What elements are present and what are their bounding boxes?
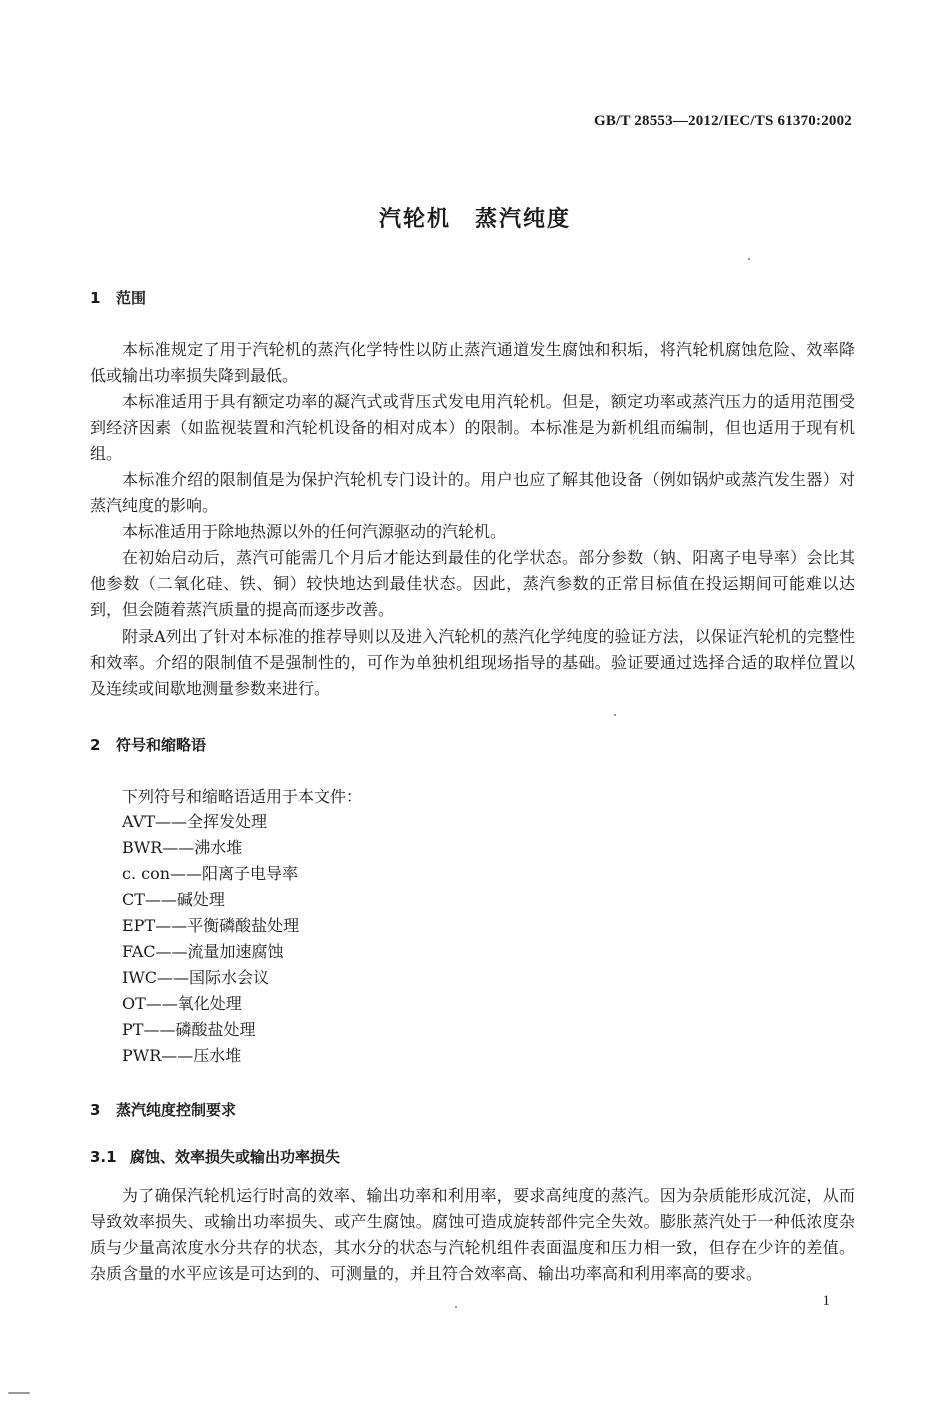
subsection-number: 3.1 xyxy=(90,1148,117,1166)
section-title: 范围 xyxy=(116,289,147,307)
abbreviation-item: BWR——沸水堆 xyxy=(122,838,243,857)
section-1-heading xyxy=(90,287,146,308)
section-number: 2 xyxy=(90,736,101,754)
abbreviation-item: PT——磷酸盐处理 xyxy=(122,1020,256,1039)
scan-speck xyxy=(614,714,616,716)
page-number: 1 xyxy=(822,1293,830,1309)
section-3-heading xyxy=(90,1099,236,1120)
scope-paragraph-4: 本标准适用于除地热源以外的任何汽源驱动的汽轮机。 xyxy=(122,522,507,541)
scope-paragraph-2: 本标准适用于具有额定功率的凝汽式或背压式发电用汽轮机。但是，额定功率或蒸汽压力的适用范围受到经济因素（如监视装置和汽轮机设备的相对成本）的限制。本标准是为新机组而编制，但也适用于现有机组。 xyxy=(90,392,855,463)
abbreviation-item: AVT——全挥发处理 xyxy=(122,812,267,831)
scope-paragraph-1: 本标准规定了用于汽轮机的蒸汽化学特性以防止蒸汽通道发生腐蚀和积垢，将汽轮机腐蚀危险、效率降低或输出功率损失降到最低。 xyxy=(90,340,855,385)
abbreviation-item: CT——碱处理 xyxy=(122,890,225,909)
abbreviations-intro: 下列符号和缩略语适用于本文件： xyxy=(122,787,363,806)
scan-edge-mark xyxy=(8,1392,30,1394)
section-title: 蒸汽纯度控制要求 xyxy=(116,1101,237,1119)
abbreviation-item: c. con——阳离子电导率 xyxy=(122,864,299,883)
scope-paragraph-3: 本标准介绍的限制值是为保护汽轮机专门设计的。用户也应了解其他设备（例如锅炉或蒸汽发生器）对蒸汽纯度的影响。 xyxy=(90,470,855,515)
section-3-1-paragraph: 为了确保汽轮机运行时高的效率、输出功率和利用率，要求高纯度的蒸汽。因为杂质能形成沉淀，从而导致效率损失、或输出功率损失、或产生腐蚀。腐蚀可造成旋转部件完全失效。膨胀蒸汽处于一种低浓度杂质与少量高浓度水分共存的状态，其水分的状态与汽轮机组件表面温度和压力相一致，但存在少许的差值。杂质含量的水平应该是可达到的、可测量的，并且符合效率高、输出功率高和利用率高的要求。 xyxy=(90,1186,855,1283)
scan-speck xyxy=(455,1306,457,1308)
standard-code: GB/T 28553—2012/IEC/TS 61370:2002 xyxy=(593,113,852,129)
document-title: 汽轮机 蒸汽纯度 xyxy=(378,207,571,232)
abbreviation-item: EPT——平衡磷酸盐处理 xyxy=(122,916,300,935)
abbreviation-item: OT——氧化处理 xyxy=(122,994,242,1013)
abbreviation-item: PWR——压水堆 xyxy=(122,1046,242,1065)
scan-speck xyxy=(748,258,750,260)
subsection-3-1-heading xyxy=(90,1146,340,1167)
section-number: 1 xyxy=(90,289,101,307)
abbreviation-item: IWC——国际水会议 xyxy=(122,968,270,987)
section-2-heading xyxy=(90,734,206,755)
scope-paragraph-5: 在初始启动后，蒸汽可能需几个月后才能达到最佳的化学状态。部分参数（钠、阳离子电导率）会比其他参数（二氧化硅、铁、铜）较快地达到最佳状态。因此，蒸汽参数的正常目标值在投运期间可能难以达到，但会随着蒸汽质量的提高而逐步改善。 xyxy=(90,548,855,619)
section-title: 符号和缩略语 xyxy=(116,736,207,754)
abbreviation-item: FAC——流量加速腐蚀 xyxy=(122,942,284,961)
subsection-title: 腐蚀、效率损失或输出功率损失 xyxy=(130,1148,341,1166)
scope-paragraph-6: 附录A列出了针对本标准的推荐导则以及进入汽轮机的蒸汽化学纯度的验证方法，以保证汽轮机的完整性和效率。介绍的限制值不是强制性的，可作为单独机组现场指导的基础。验证要通过选择合适的取样位置以及连续或间歇地测量参数来进行。 xyxy=(90,627,855,698)
abbreviation-list xyxy=(122,809,299,1069)
section-number: 3 xyxy=(90,1101,101,1119)
